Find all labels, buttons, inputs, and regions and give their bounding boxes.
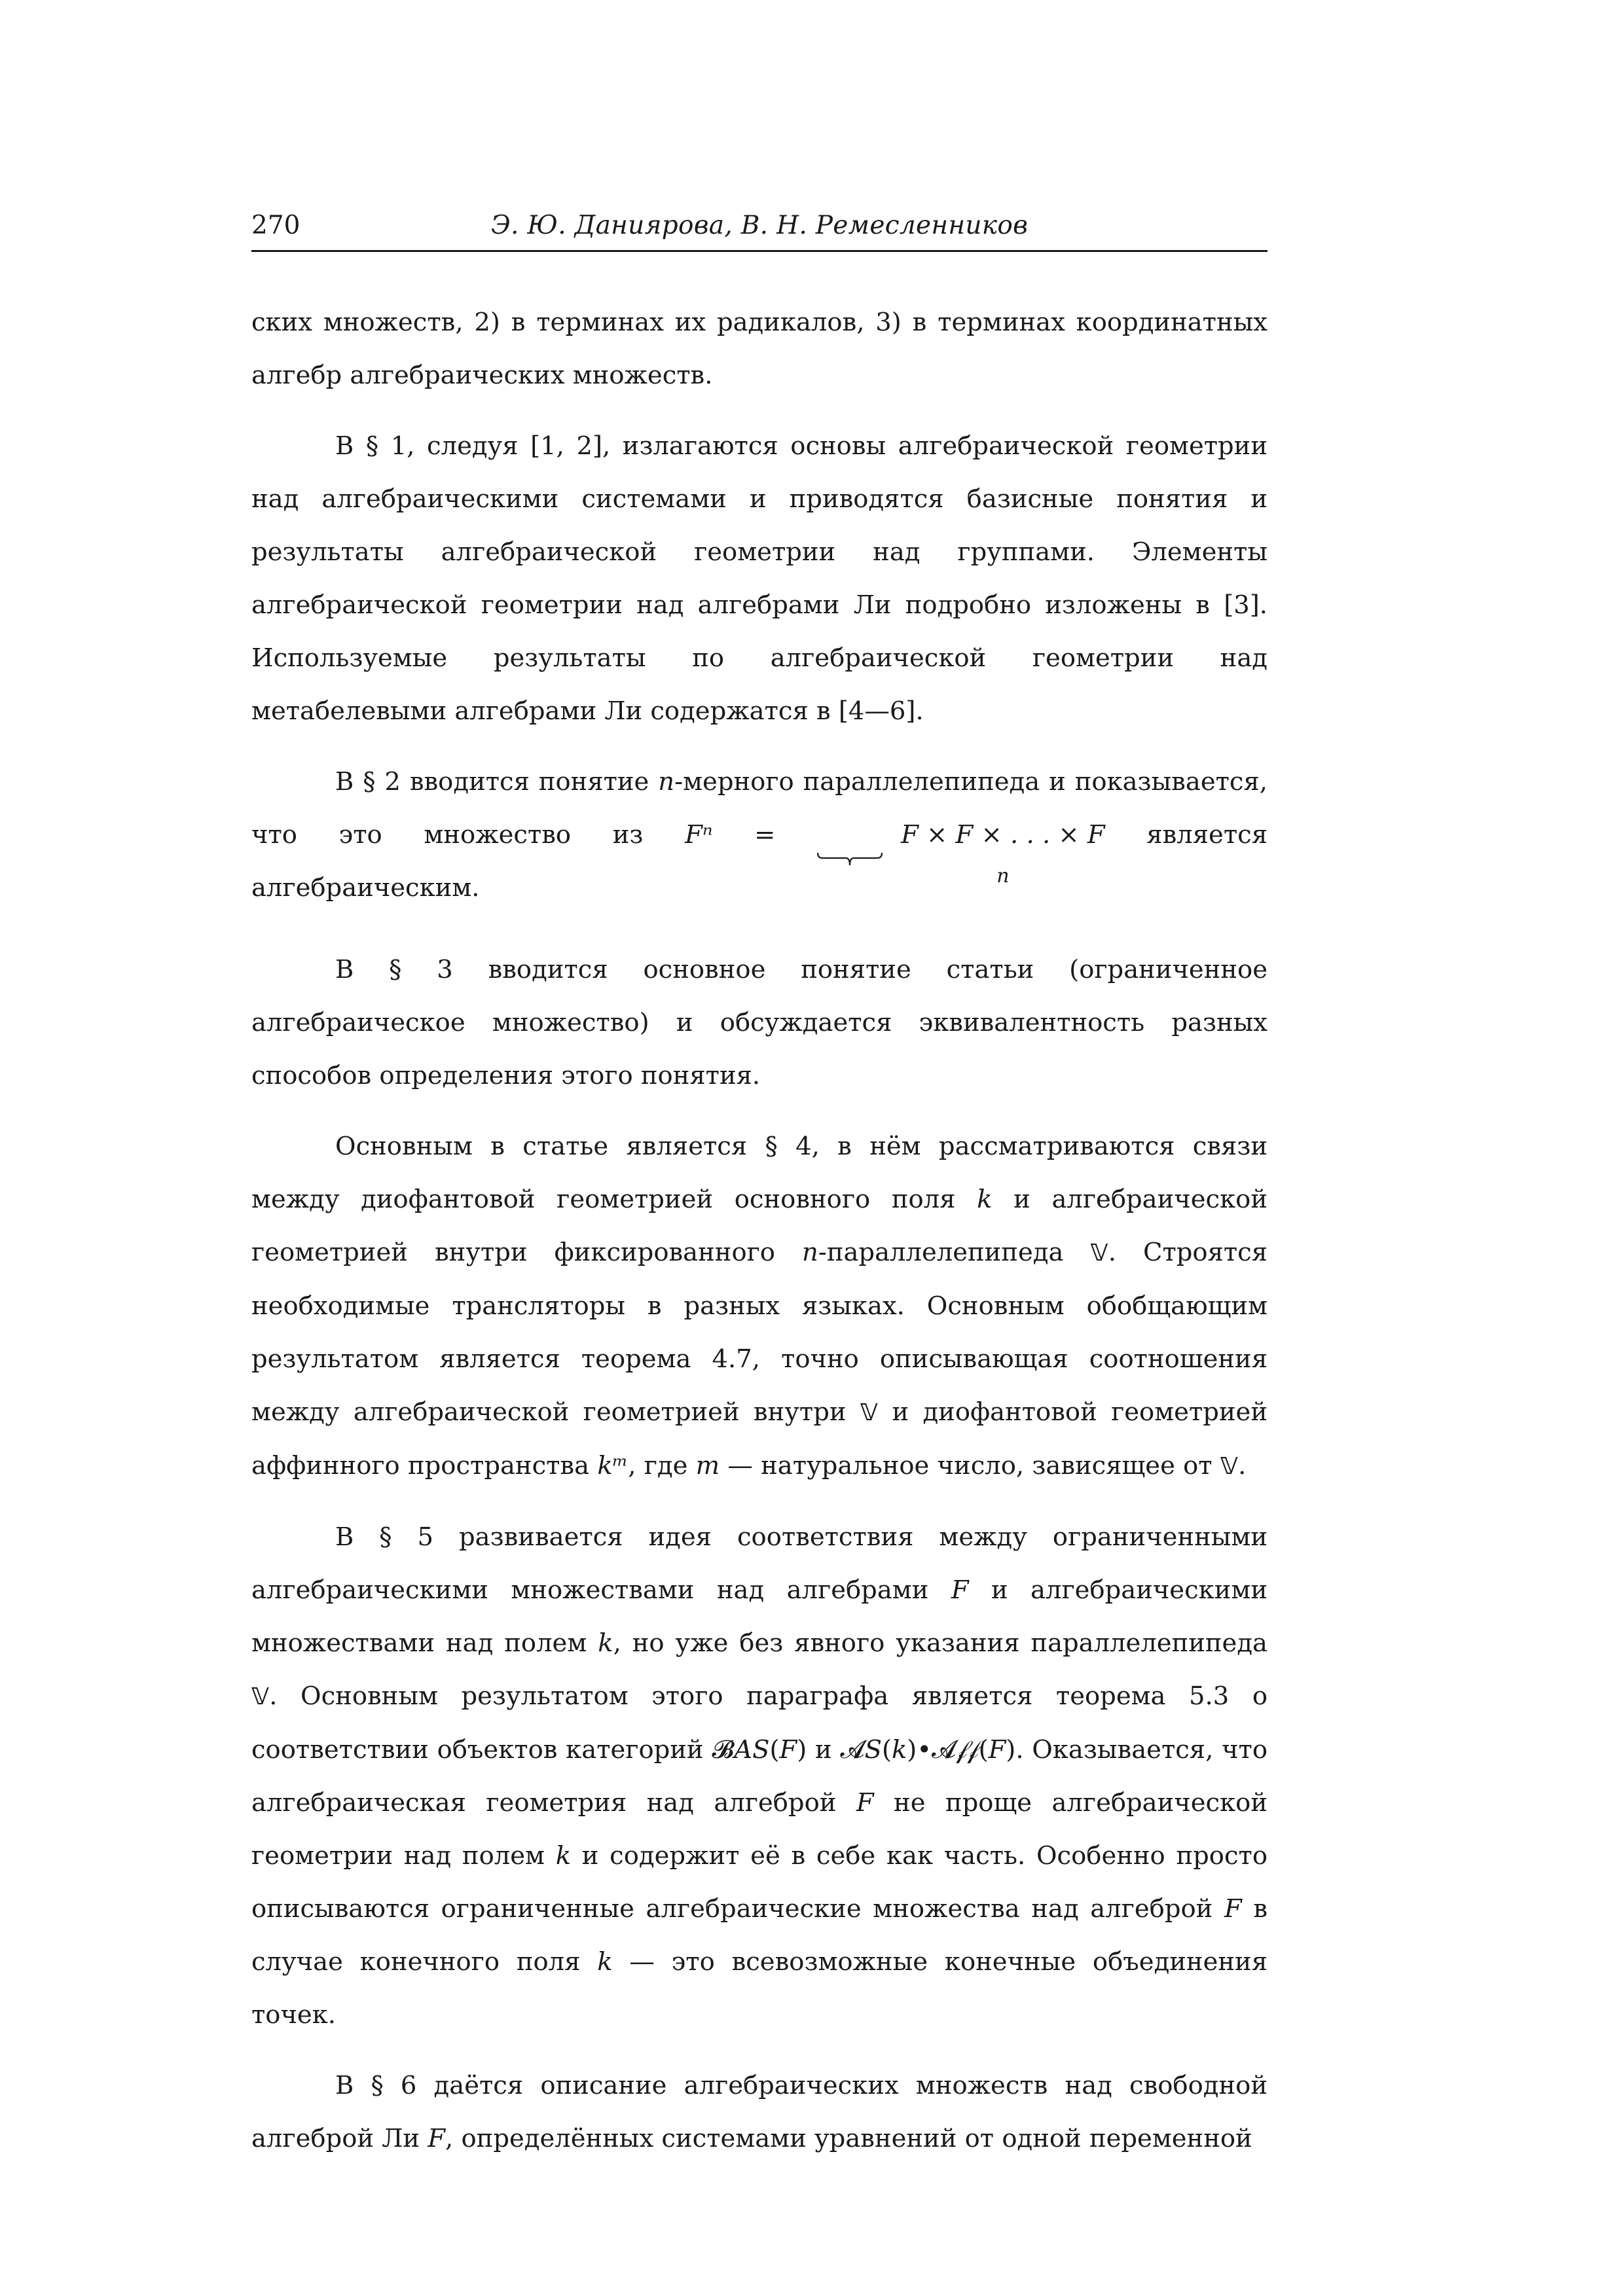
math-F: F xyxy=(856,1788,874,1818)
text-run: и xyxy=(807,1735,841,1765)
text-run: В § 6 даётся описание алгебраических множеств над свободной алгеброй Ли xyxy=(251,2071,1267,2153)
text-run: В § 5 развивается идея соответствия между ограниченными алгебраическими множествами над алгебрами xyxy=(251,1522,1267,1605)
text-run: в случае конечного поля xyxy=(251,1894,1267,1977)
text-run: и диофантовой геометрией аффинного пространства xyxy=(251,1397,1267,1480)
text-run: и содержит её в себе как часть. Особенно просто описываются ограниченные алгебраические множества над алгеброй xyxy=(251,1841,1267,1924)
math-n: n xyxy=(658,767,675,797)
math-F: F xyxy=(428,2124,446,2153)
math-m: m xyxy=(695,1451,720,1480)
math-underbrace-product xyxy=(817,808,1105,888)
math-k: k xyxy=(977,1185,993,1214)
text-run: , определённых системами уравнений от одной переменной xyxy=(445,2124,1252,2153)
text-run: В § 2 вводится понятие xyxy=(335,767,659,797)
running-head xyxy=(251,204,1267,252)
math-F: F xyxy=(951,1575,969,1605)
paragraph-section-2 xyxy=(251,755,1267,914)
math-k: k xyxy=(555,1841,572,1871)
text-run: , но уже без явного указания параллелепипеда xyxy=(613,1628,1267,1658)
text-run: -мерного параллелепипеда и показывается, что это множество из xyxy=(251,767,1267,850)
text-run: . Строятся необходимые трансляторы в разных языках. Основным обобщающим результатом является теорема 4.7, точно описывающая соотношения между алгебраической геометрией внутри xyxy=(251,1238,1268,1427)
paragraph-section-3: В § 3 вводится основное понятие статьи (ограниченное алгебраическое множество) и обсуждается эквивалентность разных способов определения этого понятия. xyxy=(251,955,1267,1090)
underbrace-icon xyxy=(817,852,883,867)
paragraph-section-6 xyxy=(251,2059,1267,2165)
math-k-power-m: kᵐ xyxy=(597,1451,629,1480)
math-category-as-aff: 𝓐𝑆(𝑘)•𝓐𝒻𝒻(𝐹) xyxy=(840,1735,1016,1765)
text-run: . Основным результатом этого параграфа является теорема 5.3 о соответствии объектов категорий xyxy=(251,1681,1267,1765)
text-run: и алгебраическими множествами над полем xyxy=(251,1575,1267,1658)
math-category-bas: 𝓑𝐴𝑆(𝐹) xyxy=(712,1735,807,1765)
math-k: k xyxy=(598,1628,613,1658)
text-run: — натуральное число, зависящее от xyxy=(720,1451,1220,1480)
text-run: — это всевозможные конечные объединения точек. xyxy=(251,1947,1267,2030)
math-n: n xyxy=(802,1238,818,1267)
text-run: Основным в статье является § 4, в нём рассматриваются связи между диофантовой геометрией основного поля xyxy=(251,1132,1267,1214)
math-product: F × F × . . . × F xyxy=(901,820,1105,850)
math-k: k xyxy=(597,1947,613,1977)
text-run: не проще алгебраической геометрии над полем xyxy=(251,1788,1267,1871)
text-run: . Оказывается, что алгебраическая геометрия над алгеброй xyxy=(251,1735,1268,1818)
math-f-power-n: Fⁿ = xyxy=(685,820,818,850)
underbrace-subscript: n xyxy=(996,865,1010,888)
text-run: -параллелепипеда xyxy=(818,1238,1091,1267)
paragraph-section-1: В § 1, следуя [1, 2], излагаются основы алгебраической геометрии над алгебраическими системами и приводятся базисные понятия и результаты алгебраической геометрии над группами. Элементы алгебраической геометрии над алгебрами Ли подробно изложены в [3]. Используемые результаты по алгебраической геометрии над метабелевыми алгебрами Ли содержатся в [4—6]. xyxy=(251,431,1267,726)
text-run: , где xyxy=(628,1451,696,1480)
text-run: . xyxy=(1238,1451,1247,1480)
math-blackboard-v: 𝕍 xyxy=(860,1399,879,1426)
page-number: 270 xyxy=(251,211,301,240)
math-blackboard-v: 𝕍 xyxy=(1090,1240,1108,1266)
math-F: F xyxy=(1224,1894,1242,1924)
running-head-authors: Э. Ю. Даниярова, В. Н. Ремесленников xyxy=(490,211,1029,240)
text-run: и алгебраической геометрией внутри фиксированного xyxy=(251,1185,1267,1267)
math-blackboard-v: 𝕍 xyxy=(1220,1453,1239,1480)
paragraph-section-4 xyxy=(251,1120,1267,1493)
math-blackboard-v: 𝕍 xyxy=(251,1683,270,1710)
paragraph-section-5 xyxy=(251,1511,1267,2041)
text-run: является алгебраическим. xyxy=(251,820,1267,903)
paragraph-continuation: ских множеств, 2) в терминах их радикалов, 3) в терминах координатных алгебр алгебраических множеств. xyxy=(251,308,1267,390)
body-text xyxy=(251,296,1267,2183)
